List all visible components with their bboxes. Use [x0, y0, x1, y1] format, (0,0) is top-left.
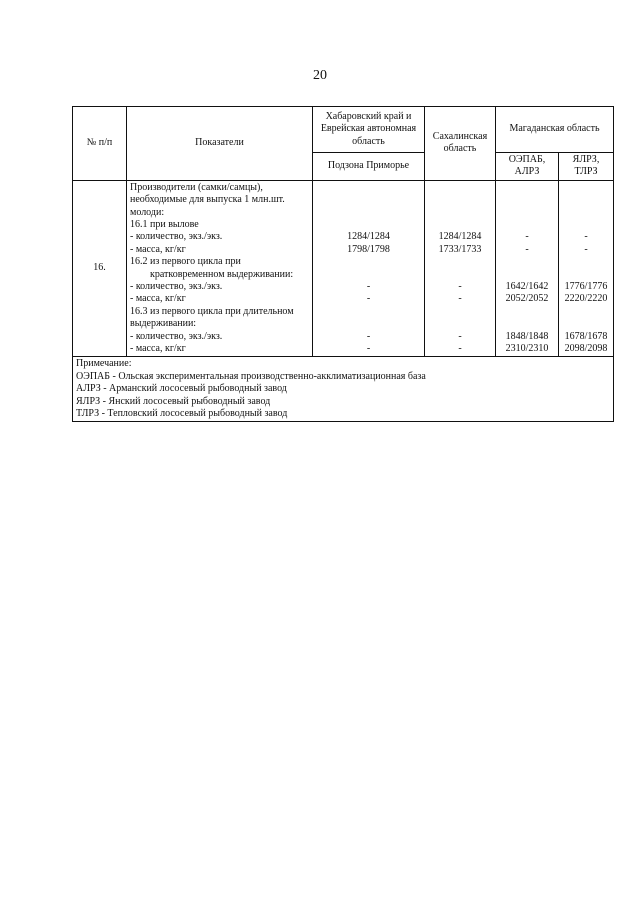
- sakhalin-value: -: [458, 342, 462, 354]
- note-item: АЛРЗ - Арманский лососевый рыбоводный завод: [76, 383, 287, 395]
- magadan-yalrz-value: [562, 219, 610, 231]
- sakhalin-value: [428, 269, 492, 281]
- khabarovsk-value: [316, 318, 421, 330]
- khabarovsk-value: -: [366, 330, 371, 342]
- khabarovsk-value: [316, 182, 421, 194]
- khabarovsk-value: -: [366, 280, 371, 292]
- magadan-yalrz-value: [562, 306, 610, 318]
- sakhalin-value: [428, 182, 492, 194]
- magadan-yalrz-value: 1776/1776: [564, 280, 608, 292]
- note-item: ЯЛРЗ - Янский лососевый рыбоводный завод: [76, 395, 271, 407]
- magadan-yalrz-value: [562, 182, 610, 194]
- sakhalin-value: [428, 194, 492, 206]
- header-magadan-oepab-alrz: ОЭПАБ, АЛРЗ: [496, 153, 559, 181]
- indicator-line: - масса, кг/кг: [130, 342, 186, 354]
- khabarovsk-value: 1284/1284: [347, 231, 390, 243]
- indicator-lines: [127, 180, 313, 356]
- khabarovsk-value: [316, 306, 421, 318]
- magadan-oepab-value: [499, 194, 555, 206]
- row-number: 16.: [73, 180, 127, 356]
- indicator-line: - количество, экз./экз.: [130, 280, 223, 292]
- magadan-yalrz-value: -: [584, 243, 588, 255]
- khabarovsk-value: 1798/1798: [347, 243, 390, 255]
- magadan-yalrz-value: [562, 194, 610, 206]
- indicator-line: - количество, экз./экз.: [130, 231, 223, 243]
- indicator-line: - масса, кг/кг: [130, 243, 186, 255]
- header-khabarovsk-subzone: Подзона Приморье: [313, 153, 425, 181]
- sakhalin-value: -: [458, 293, 462, 305]
- khabarovsk-value: -: [366, 342, 371, 354]
- magadan-yalrz-values: [559, 180, 614, 356]
- magadan-oepab-value: [499, 306, 555, 318]
- magadan-yalrz-value: 2098/2098: [564, 342, 608, 354]
- sakhalin-value: [428, 207, 492, 219]
- sakhalin-value: [428, 256, 492, 268]
- khabarovsk-value: [316, 207, 421, 219]
- sakhalin-values: [425, 180, 496, 356]
- table-row: [73, 180, 614, 356]
- magadan-oepab-value: [499, 219, 555, 231]
- notes: [73, 357, 614, 422]
- khabarovsk-value: [316, 256, 421, 268]
- khabarovsk-value: [316, 269, 421, 281]
- magadan-oepab-value: 1642/1642: [505, 280, 549, 292]
- sakhalin-value: 1284/1284: [438, 231, 482, 243]
- sakhalin-value: -: [458, 280, 462, 292]
- indicator-line: Производители (самки/самцы),: [130, 181, 263, 193]
- header-indicators: Показатели: [127, 107, 313, 181]
- indicator-line: - масса, кг/кг: [130, 293, 186, 305]
- sakhalin-value: -: [458, 330, 462, 342]
- magadan-oepab-value: -: [525, 243, 529, 255]
- magadan-yalrz-value: [562, 256, 610, 268]
- magadan-yalrz-value: 2220/2220: [564, 293, 608, 305]
- khabarovsk-values: [313, 180, 425, 356]
- magadan-oepab-value: [499, 182, 555, 194]
- header-magadan: Магаданская область: [496, 107, 614, 153]
- indicator-line: необходимые для выпуска 1 млн.шт.: [130, 194, 285, 206]
- magadan-oepab-value: [499, 256, 555, 268]
- indicator-line: выдерживании:: [130, 318, 197, 330]
- magadan-oepab-value: [499, 269, 555, 281]
- note-item: ОЭПАБ - Ольская экспериментальная производственно-акклиматизационная база: [76, 370, 426, 382]
- khabarovsk-value: [316, 194, 421, 206]
- magadan-oepab-value: 1848/1848: [505, 330, 549, 342]
- magadan-oepab-value: [499, 207, 555, 219]
- sakhalin-value: 1733/1733: [438, 243, 482, 255]
- magadan-oepab-value: 2310/2310: [505, 342, 549, 354]
- magadan-yalrz-value: [562, 318, 610, 330]
- note-item: ТЛРЗ - Тепловский лососевый рыбоводный завод: [76, 407, 288, 419]
- header-khabarovsk: Хабаровский край и Еврейская автономная область: [313, 107, 425, 153]
- magadan-oepab-value: 2052/2052: [505, 293, 549, 305]
- header-sakhalin: Сахалинская область: [425, 107, 496, 181]
- header-number: № п/п: [73, 107, 127, 181]
- magadan-yalrz-value: [562, 269, 610, 281]
- indicator-line: молоди:: [130, 206, 165, 218]
- notes-title: Примечание:: [76, 358, 132, 370]
- indicator-line: 16.1 при вылове: [130, 218, 199, 230]
- sakhalin-value: [428, 306, 492, 318]
- indicator-line: 16.2 из первого цикла при: [130, 256, 241, 268]
- indicator-line: кратковременном выдерживании:: [150, 268, 294, 280]
- sakhalin-value: [428, 219, 492, 231]
- magadan-oepab-values: [496, 180, 559, 356]
- magadan-oepab-value: -: [525, 231, 529, 243]
- page-number: 20: [313, 68, 327, 83]
- sakhalin-value: [428, 318, 492, 330]
- magadan-oepab-value: [499, 318, 555, 330]
- fish-breeding-table: [72, 106, 614, 422]
- header-magadan-yalrz-tlrz: ЯЛРЗ, ТЛРЗ: [559, 153, 614, 181]
- magadan-yalrz-value: -: [584, 231, 588, 243]
- magadan-yalrz-value: [562, 207, 610, 219]
- indicator-line: 16.3 из первого цикла при длительном: [130, 305, 294, 317]
- indicator-line: - количество, экз./экз.: [130, 330, 223, 342]
- khabarovsk-value: -: [366, 293, 371, 305]
- magadan-yalrz-value: 1678/1678: [564, 330, 608, 342]
- khabarovsk-value: [316, 219, 421, 231]
